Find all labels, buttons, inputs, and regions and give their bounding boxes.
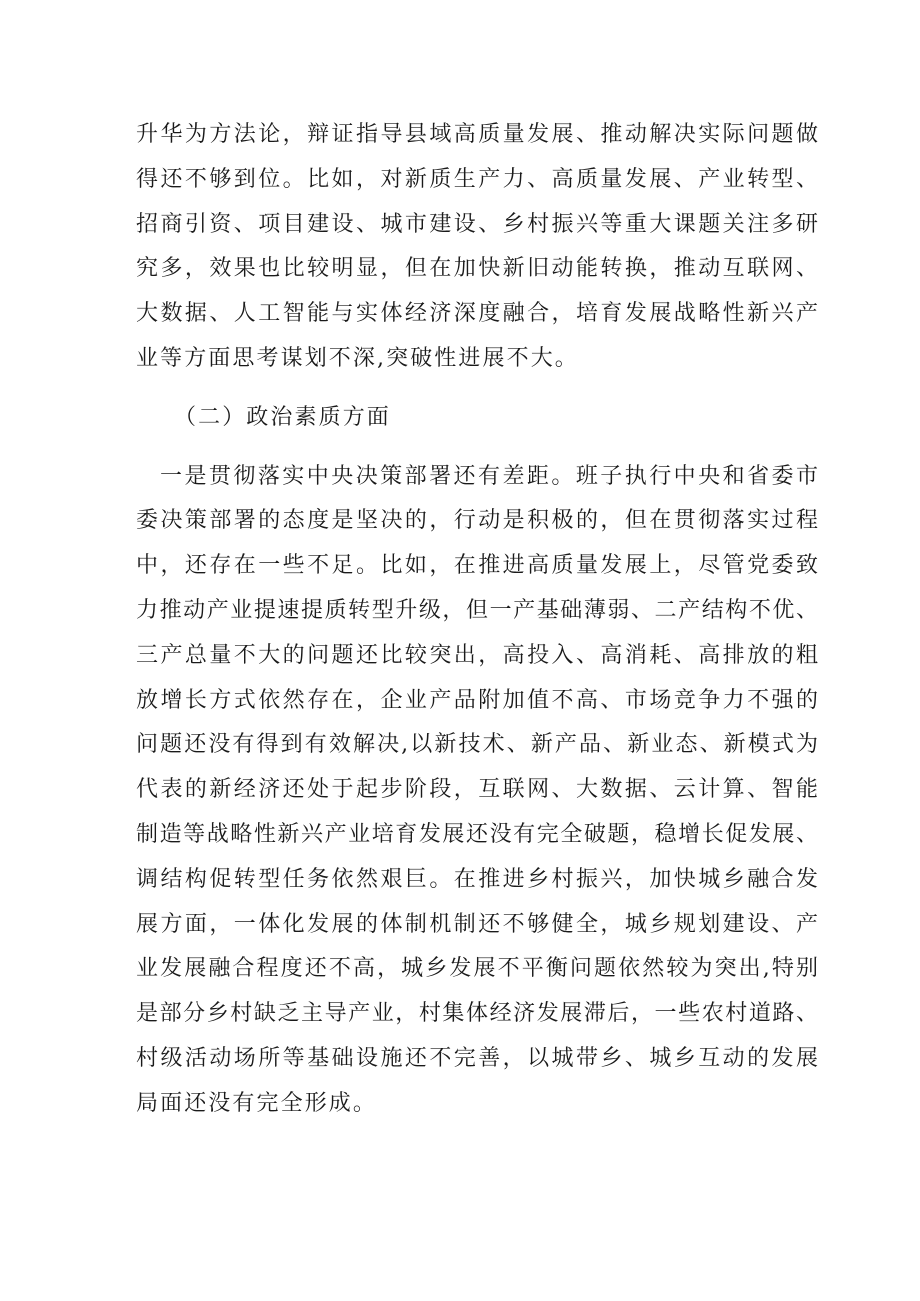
text-line: 业等方面思考谋划不深,突破性进展不大。 (136, 345, 579, 371)
text-line: 委决策部署的态度是坚决的，行动是积极的，但在贯彻落实过程 (136, 508, 818, 534)
paragraph-2 (136, 455, 818, 1127)
text-line: 村级活动场所等基础设施还不完善，以城带乡、城乡互动的发展 (136, 1045, 818, 1071)
text-line: 是部分乡村缺乏主导产业，村集体经济发展滞后，一些农村道路、 (136, 1001, 818, 1027)
text-line: 业发展融合程度还不高，城乡发展不平衡问题依然较为突出,特别 (136, 956, 818, 982)
text-line: 问题还没有得到有效解决,以新技术、新产品、新业态、新模式为 (136, 732, 818, 758)
text-line: 力推动产业提速提质转型升级，但一产基础薄弱、二产结构不优、 (136, 597, 818, 623)
text-line: 大数据、人工智能与实体经济深度融合，培育发展战略性新兴产 (136, 301, 818, 327)
text-line: 得还不够到位。比如，对新质生产力、高质量发展、产业转型、 (136, 166, 818, 192)
text-line: 招商引资、项目建设、城市建设、乡村振兴等重大课题关注多研 (136, 211, 818, 237)
text-line: 一是贯彻落实中央决策部署还有差距。班子执行中央和省委市 (160, 463, 818, 489)
text-line: 究多，效果也比较明显，但在加快新旧动能转换，推动互联网、 (136, 256, 818, 282)
paragraph-1 (136, 113, 818, 382)
text-line: 局面还没有完全形成。 (136, 1090, 378, 1116)
text-line: 放增长方式依然存在，企业产品附加值不高、市场竞争力不强的 (136, 687, 818, 713)
document-body (136, 113, 818, 1127)
text-line: 三产总量不大的问题还比较突出，高投入、高消耗、高排放的粗 (136, 642, 818, 668)
text-line: 调结构促转型任务依然艰巨。在推进乡村振兴，加快城乡融合发 (136, 866, 818, 892)
text-line: 升华为方法论，辩证指导县域高质量发展、推动解决实际问题做 (136, 122, 818, 147)
section-heading: （二）政治素质方面 (174, 404, 391, 430)
text-line: 展方面，一体化发展的体制机制还不够健全，城乡规划建设、产 (136, 911, 818, 937)
text-line: 制造等战略性新兴产业培育发展还没有完全破题，稳增长促发展、 (136, 821, 818, 847)
text-line: 中，还存在一些不足。比如，在推进高质量发展上，尽管党委致 (136, 553, 818, 579)
text-line: 代表的新经济还处于起步阶段，互联网、大数据、云计算、智能 (136, 777, 818, 803)
